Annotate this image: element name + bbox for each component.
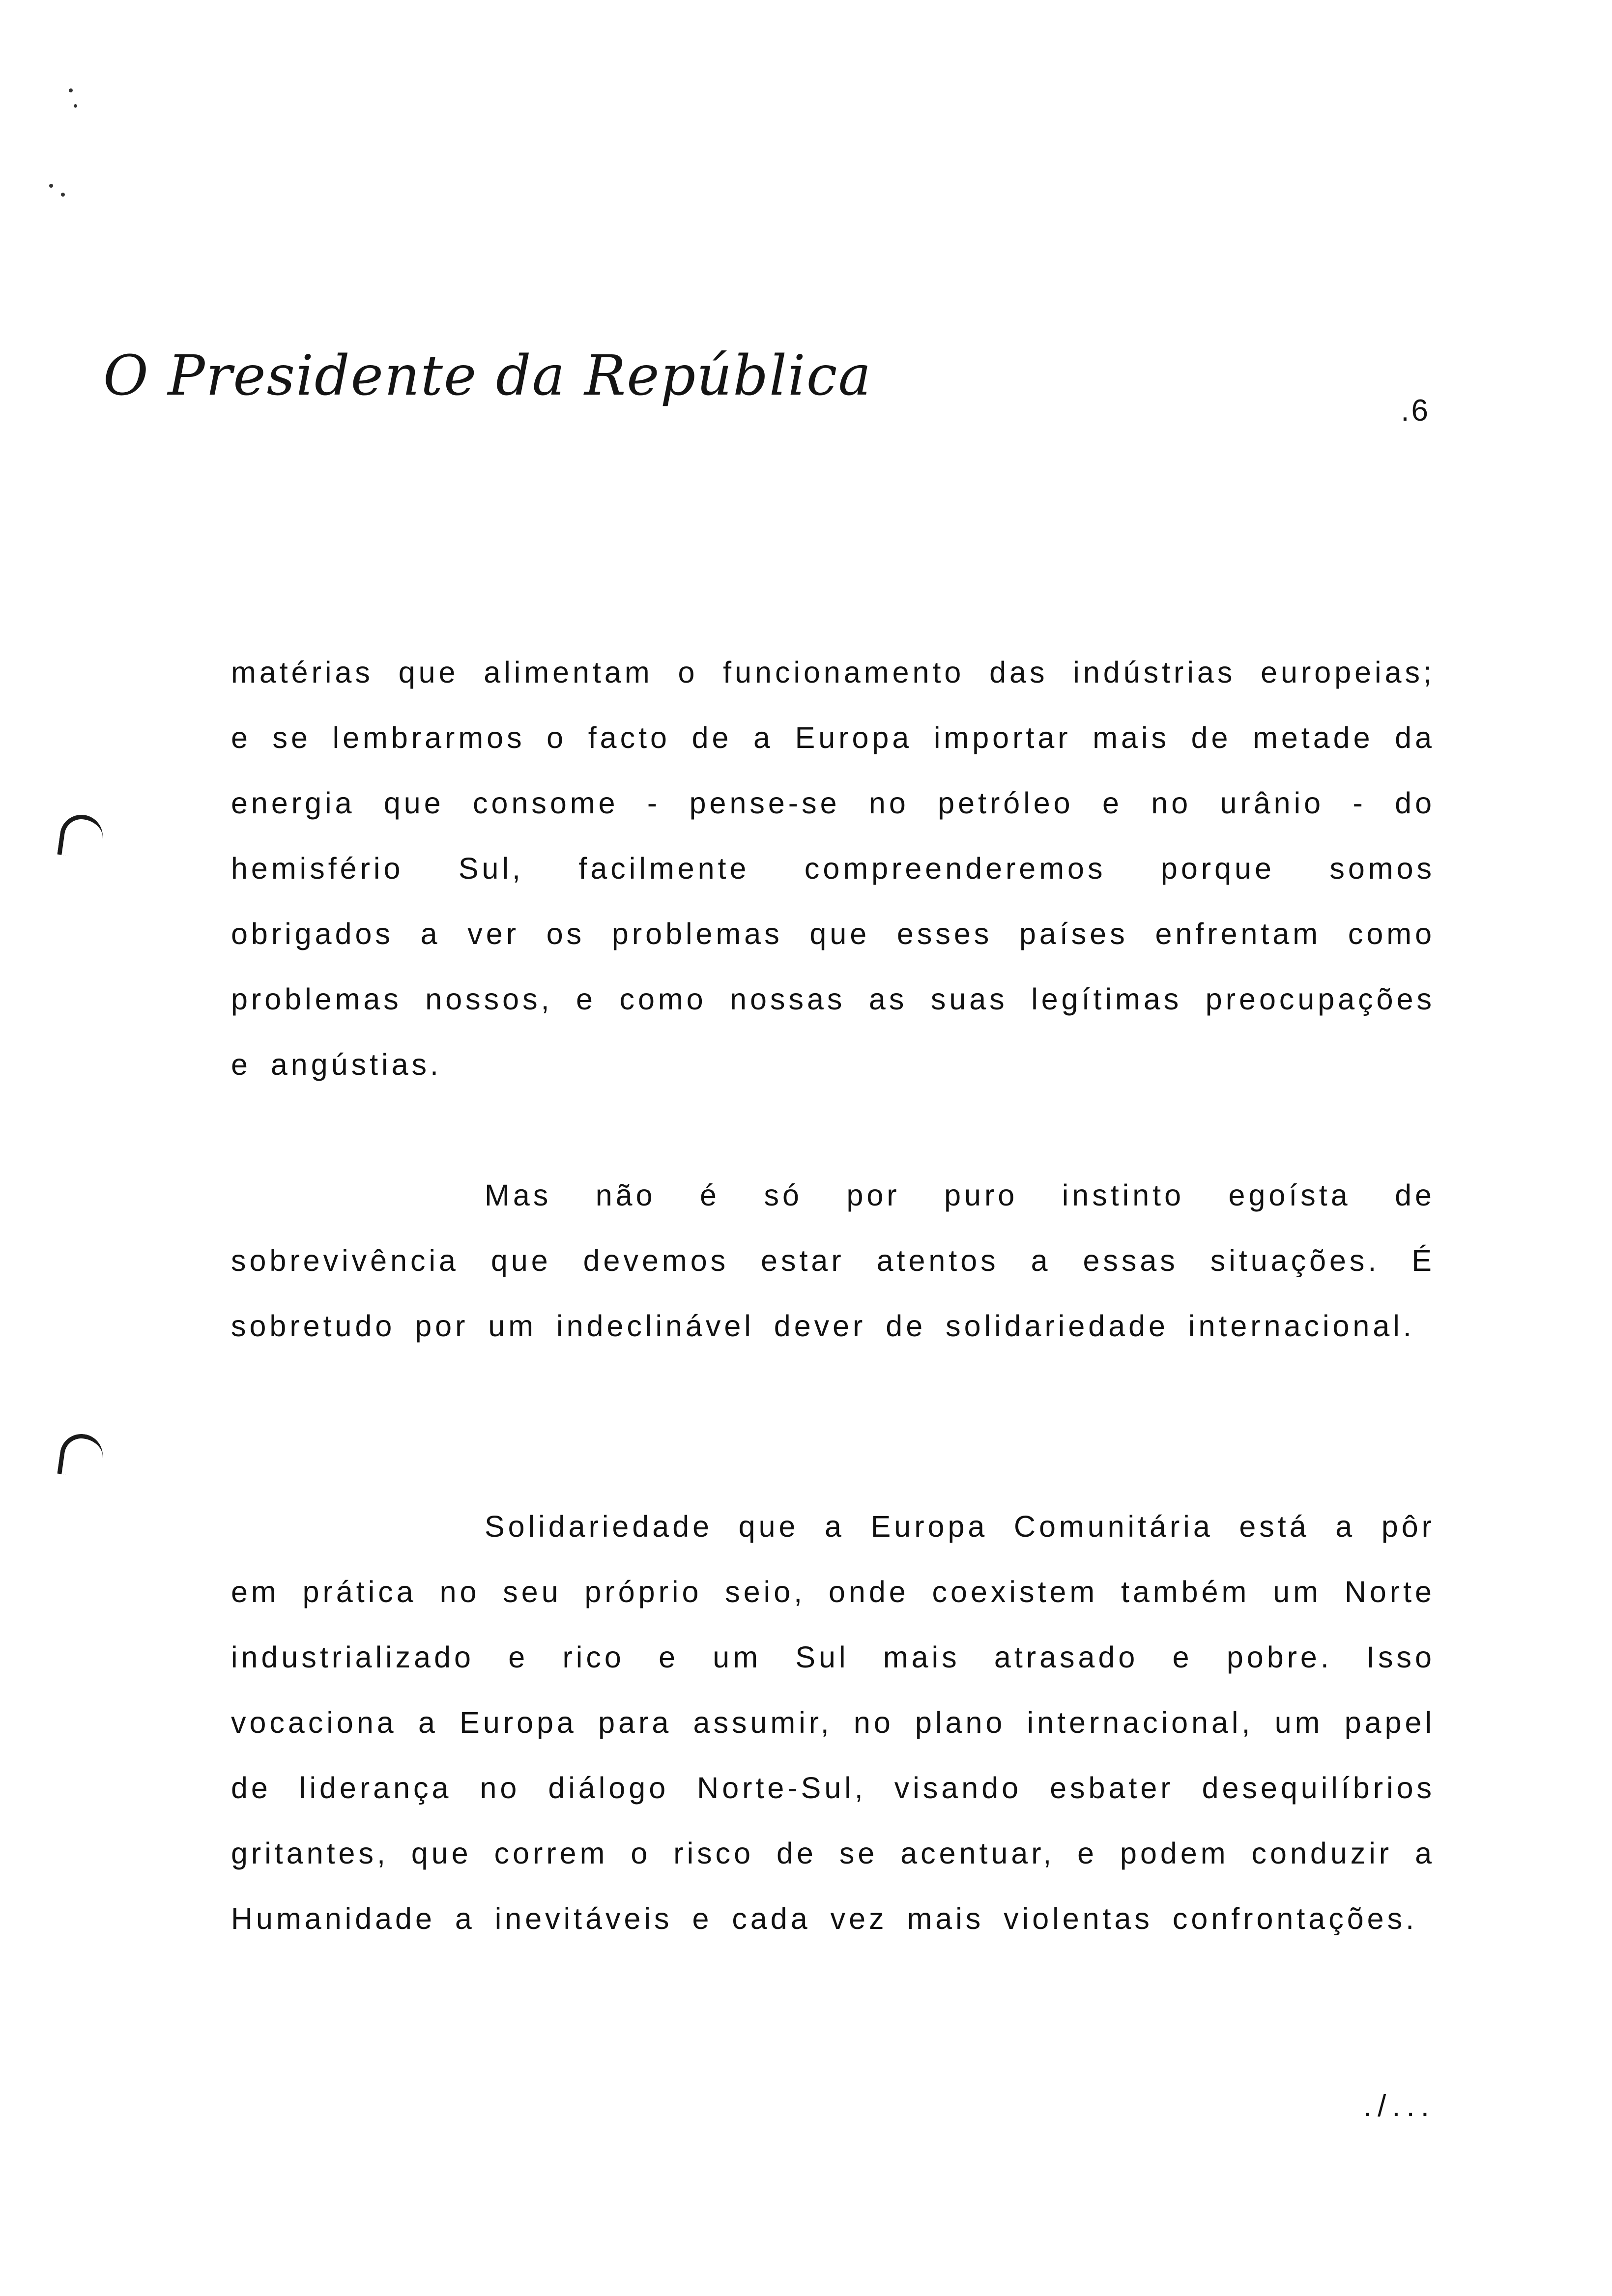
- punch-hole-mark: [57, 1431, 105, 1479]
- paragraph-2: [231, 1163, 1435, 1359]
- scan-speck: [49, 184, 53, 188]
- paragraph-text: matérias que alimentam o funcionamento das indústrias europeias; e se lembrarmos o facto de a Europa importar mais de metade da energia que consome - pense-se no petróleo e no urânio - do hemisfério Sul, facilmente compreenderemos porque somos obrigados a ver os problemas que esses países enfrentam como problemas nossos, e como nossas as suas legítimas preocupações e angústias.: [231, 656, 1435, 1081]
- paragraph-1: [231, 640, 1435, 1097]
- scan-speck: [69, 88, 73, 92]
- scan-speck: [74, 104, 77, 108]
- continuation-mark: ./...: [1363, 2089, 1435, 2123]
- paragraph-text: Solidariedade que a Europa Comunitária está a pôr em prática no seu próprio seio, onde coexistem também um Norte industrializado e rico e um Sul mais atrasado e pobre. Isso vocaciona a Europa para assumir, no plano internacional, um papel de liderança no diálogo Norte-Sul, visando esbater desequilíbrios gritantes, que correm o risco de se acentuar, e podem conduzir a Humanidade a inevitáveis e cada vez mais violentas confrontações.: [231, 1510, 1435, 1935]
- paragraph-3: [231, 1494, 1435, 1952]
- letterhead-title: O Presidente da República: [103, 344, 872, 408]
- page-number: .6: [1401, 394, 1430, 428]
- punch-hole-mark: [57, 812, 105, 860]
- paragraph-text: Mas não é só por puro instinto egoísta de sobrevivência que devemos estar atentos a essas situações. É sobretudo por um indeclinável dever de solidariedade internacional.: [231, 1178, 1435, 1343]
- scan-speck: [61, 193, 65, 197]
